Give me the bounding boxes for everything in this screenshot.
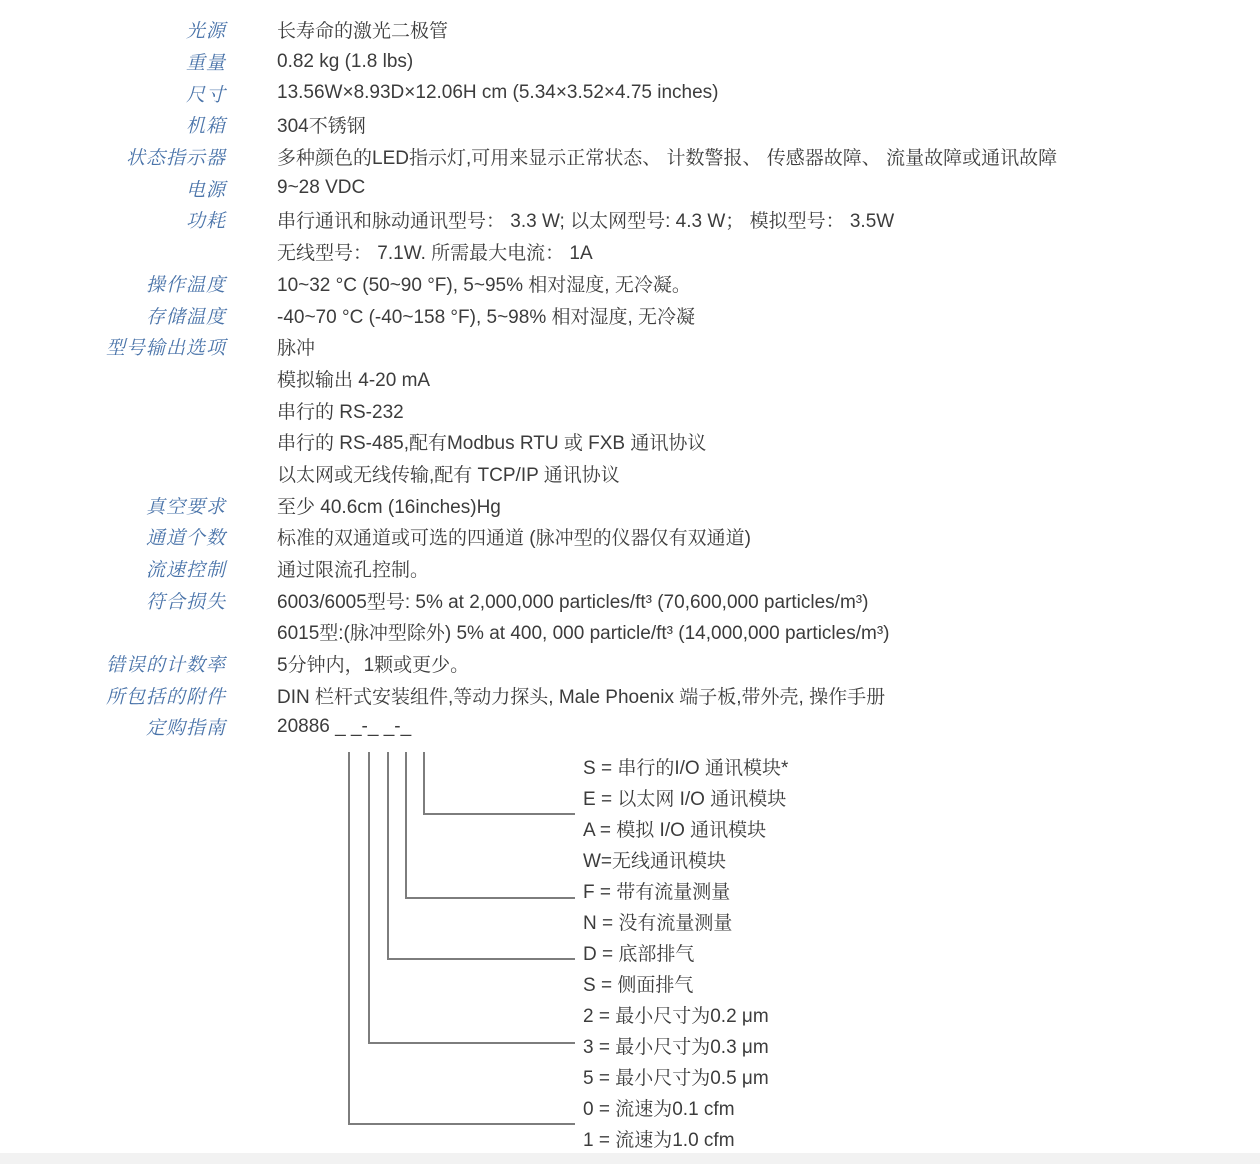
spec-row — [0, 363, 1260, 395]
spec-label: 错误的计数率 — [105, 655, 226, 677]
ordering-option: S = 串行的I/O 通讯模块* — [583, 757, 789, 779]
code-option-connector — [348, 1123, 575, 1125]
spec-row — [0, 458, 1260, 490]
code-position-stem — [348, 752, 350, 1125]
spec-row — [0, 584, 1260, 616]
spec-row — [0, 426, 1260, 458]
spec-value: 多种颜色的LED指示灯,可用来显示正常状态、 计数警报、 传感器故障、 流量故障或通讯故障 — [277, 148, 1058, 170]
spec-value: 通过限流孔控制。 — [277, 560, 430, 582]
ordering-option: 3 = 最小尺寸为0.3 μm — [583, 1037, 769, 1059]
spec-row — [0, 679, 1260, 711]
ordering-option: F = 带有流量测量 — [583, 881, 731, 903]
footer-band — [0, 1153, 1260, 1164]
spec-value: 9~28 VDC — [277, 177, 366, 199]
ordering-option: W=无线通讯模块 — [583, 850, 727, 872]
ordering-option: N = 没有流量测量 — [583, 912, 733, 934]
code-option-connector — [405, 897, 575, 899]
spec-value: -40~70 °C (-40~158 °F), 5~98% 相对湿度, 无冷凝 — [277, 306, 696, 328]
spec-label: 定购指南 — [145, 718, 226, 740]
spec-row — [0, 141, 1260, 173]
spec-value: 脉冲 — [277, 338, 316, 360]
spec-row — [0, 204, 1260, 236]
spec-row — [0, 711, 1260, 743]
spec-label: 光源 — [185, 21, 226, 43]
spec-label: 重量 — [185, 53, 226, 75]
spec-value: 0.82 kg (1.8 lbs) — [277, 50, 414, 72]
ordering-option: D = 底部排气 — [583, 943, 695, 965]
spec-value: 串行通讯和脉动通讯型号： 3.3 W; 以太网型号: 4.3 W； 模拟型号： 3.5W — [277, 211, 895, 233]
spec-row — [0, 394, 1260, 426]
spec-row — [0, 521, 1260, 553]
spec-value: DIN 栏杆式安装组件,等动力探头, Male Phoenix 端子板,带外壳, 操作手册 — [277, 686, 886, 708]
code-position-stem — [387, 752, 389, 960]
spec-row — [0, 268, 1260, 300]
spec-row — [0, 616, 1260, 648]
spec-label: 真空要求 — [145, 496, 226, 518]
code-option-connector — [387, 958, 575, 960]
spec-value: 以太网或无线传输,配有 TCP/IP 通讯协议 — [277, 464, 620, 486]
spec-label: 功耗 — [185, 211, 226, 233]
ordering-option: 1 = 流速为1.0 cfm — [583, 1130, 735, 1152]
spec-row — [0, 109, 1260, 141]
spec-label: 存储温度 — [145, 306, 226, 328]
spec-table — [0, 14, 1260, 743]
ordering-option: 0 = 流速为0.1 cfm — [583, 1099, 735, 1121]
spec-value: 304不锈钢 — [277, 116, 366, 138]
code-position-stem — [423, 752, 425, 815]
spec-row — [0, 77, 1260, 109]
spec-value: 无线型号： 7.1W. 所需最大电流： 1A — [277, 243, 593, 265]
code-option-connector — [423, 813, 575, 815]
spec-row — [0, 648, 1260, 680]
code-position-stem — [368, 752, 370, 1044]
spec-label: 机箱 — [185, 116, 226, 138]
spec-label: 操作温度 — [145, 274, 226, 296]
spec-row — [0, 331, 1260, 363]
spec-row — [0, 553, 1260, 585]
spec-label: 电源 — [185, 179, 226, 201]
spec-row — [0, 46, 1260, 78]
spec-value: 20886 _ _-_ _-_ — [277, 715, 412, 737]
spec-row — [0, 489, 1260, 521]
spec-value: 串行的 RS-485,配有Modbus RTU 或 FXB 通讯协议 — [277, 433, 707, 455]
spec-label: 流速控制 — [145, 560, 226, 582]
spec-row — [0, 172, 1260, 204]
spec-label: 通道个数 — [145, 528, 226, 550]
spec-value: 标准的双通道或可选的四通道 (脉冲型的仪器仅有双通道) — [277, 528, 751, 550]
ordering-option: S = 侧面排气 — [583, 975, 694, 997]
spec-row — [0, 14, 1260, 46]
ordering-option: 5 = 最小尺寸为0.5 μm — [583, 1068, 769, 1090]
spec-label: 尺寸 — [185, 84, 226, 106]
ordering-option: E = 以太网 I/O 通讯模块 — [583, 788, 787, 810]
spec-value: 模拟输出 4-20 mA — [277, 369, 431, 391]
spec-value: 至少 40.6cm (16inches)Hg — [277, 496, 501, 518]
code-position-stem — [405, 752, 407, 899]
spec-row — [0, 236, 1260, 268]
spec-value: 13.56W×8.93D×12.06H cm (5.34×3.52×4.75 inches) — [277, 82, 719, 104]
ordering-option: 2 = 最小尺寸为0.2 μm — [583, 1006, 769, 1028]
spec-value: 6003/6005型号: 5% at 2,000,000 particles/ft³ (70,600,000 particles/m³) — [277, 591, 869, 613]
spec-value: 6015型:(脉冲型除外) 5% at 400, 000 particle/ft³ (14,000,000 particles/m³) — [277, 623, 890, 645]
spec-label: 所包括的附件 — [105, 686, 226, 708]
code-option-connector — [368, 1042, 575, 1044]
spec-label: 符合损失 — [145, 591, 226, 613]
ordering-option: A = 模拟 I/O 通讯模块 — [583, 819, 767, 841]
spec-value: 5分钟内，1颗或更少。 — [277, 655, 470, 677]
spec-label: 型号输出选项 — [105, 338, 226, 360]
spec-value: 长寿命的激光二极管 — [277, 21, 449, 43]
spec-value: 串行的 RS-232 — [277, 401, 404, 423]
spec-label: 状态指示器 — [125, 148, 226, 170]
spec-value: 10~32 °C (50~90 °F), 5~95% 相对湿度, 无冷凝。 — [277, 274, 691, 296]
spec-row — [0, 299, 1260, 331]
